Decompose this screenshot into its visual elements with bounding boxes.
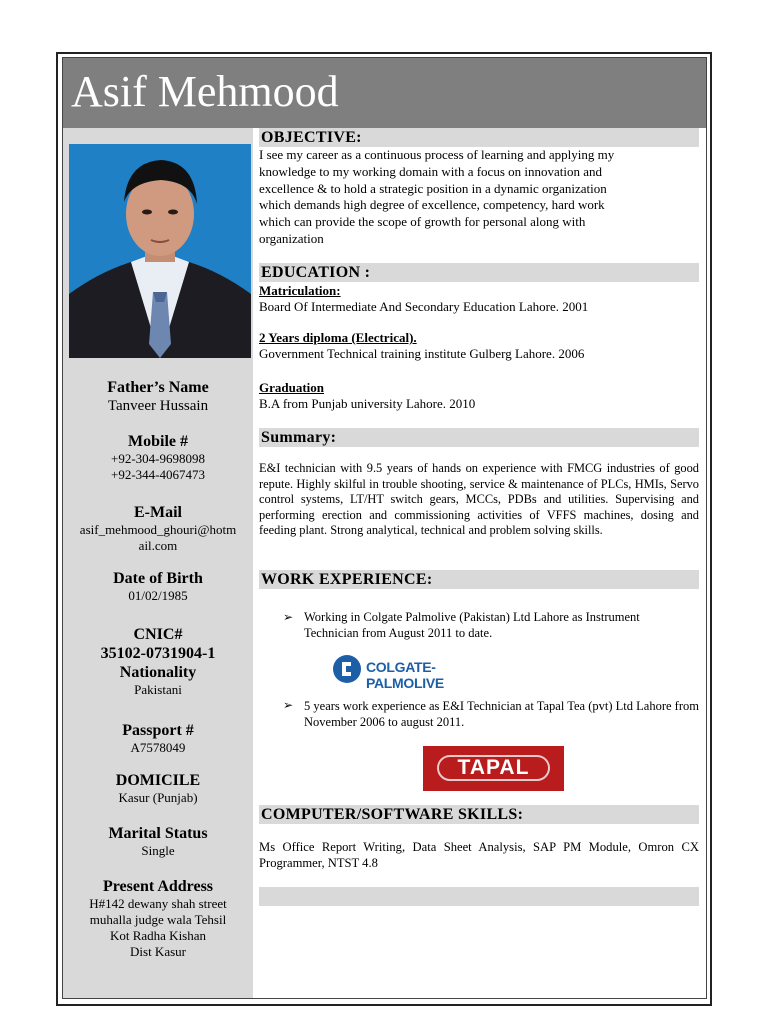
education-item	[259, 380, 699, 412]
address-line: Kot Radha Kishan	[109, 928, 207, 943]
dob-value: 01/02/1985	[128, 588, 188, 603]
empty-section-bar	[259, 887, 699, 906]
email-block	[63, 503, 253, 554]
work-item-1-line2: Technician from August 2011 to date.	[304, 626, 493, 640]
bullet-arrow-icon: ➢	[283, 610, 294, 624]
mobile-label: Mobile #	[128, 433, 188, 450]
education-title: EDUCATION :	[261, 264, 371, 281]
work-item-2: 5 years work experience as E&I Technician at Tapal Tea (pvt) Ltd Lahore from November 2006 to august 2011.	[304, 699, 699, 729]
objective-text	[259, 147, 699, 248]
email-value-line1: asif_mehmood_ghouri@hotm	[79, 522, 237, 537]
work-item-1-line1: Working in Colgate Palmolive (Pakistan) Ltd Lahore as Instrument	[304, 610, 640, 624]
tapal-logo-text: TAPAL	[457, 756, 530, 779]
objective-line: which demands high degree of excellence, competency, hard work	[259, 197, 605, 213]
cnic-value: 35102-0731904-1	[100, 645, 216, 662]
mobile-number-1: +92-304-9698098	[111, 451, 205, 466]
dob-label: Date of Birth	[113, 570, 203, 587]
domicile-value: Kasur (Punjab)	[118, 790, 198, 805]
address-block	[63, 877, 253, 960]
email-value-line2: ail.com	[138, 538, 178, 553]
father-name-label: Father’s Name	[107, 379, 209, 396]
education-detail: Board Of Intermediate And Secondary Education Lahore. 2001	[259, 299, 589, 314]
work-item-1	[304, 609, 699, 641]
cnic-label: CNIC#	[133, 626, 183, 643]
domicile-label: DOMICILE	[115, 772, 201, 789]
mobile-block	[63, 432, 253, 483]
profile-photo-illustration	[69, 144, 251, 358]
summary-text: E&I technician with 9.5 years of hands on experience with FMCG industries of good repute. Highly skilful in trouble shooting, service & maintenance of PLCs, HMIs, Servo control systems, LT/HT switch gears, MCCs, PDBs and utilities. Supervising and performing erection and commissioning activities of VFFS machines, dosing and feeding plant. Strong analytical, technical and problem solving skills.	[259, 461, 699, 538]
address-line: muhalla judge wala Tehsil	[89, 912, 227, 927]
father-name-block	[63, 378, 253, 415]
domicile-block	[63, 771, 253, 806]
candidate-name: Asif Mehmood	[71, 67, 339, 116]
education-item	[259, 283, 699, 315]
address-line: H#142 dewany shah street	[89, 896, 227, 911]
cnic-block	[63, 625, 253, 698]
education-item	[259, 330, 699, 362]
father-name-value: Tanveer Hussain	[107, 398, 209, 414]
address-label: Present Address	[102, 878, 214, 895]
marital-value: Single	[141, 843, 175, 858]
passport-value: A7578049	[130, 740, 186, 755]
education-detail: Government Technical training institute Gulberg Lahore. 2006	[259, 346, 585, 361]
colgate-palmolive-logo	[332, 654, 504, 691]
objective-line: organization	[259, 230, 324, 246]
passport-label: Passport #	[122, 722, 194, 739]
education-detail: B.A from Punjab university Lahore. 2010	[259, 396, 476, 411]
header-bar	[63, 58, 706, 128]
objective-line: which can provide the scope of growth for personal along with	[259, 214, 586, 230]
objective-title: OBJECTIVE:	[261, 129, 362, 146]
colgate-palmolive-logo-text: COLGATE-PALMOLIVE	[366, 659, 444, 691]
nationality-label: Nationality	[119, 664, 197, 681]
education-heading: Matriculation:	[259, 283, 341, 298]
passport-block	[63, 721, 253, 756]
education-heading: Graduation	[259, 380, 325, 395]
skills-title: COMPUTER/SOFTWARE SKILLS:	[261, 806, 524, 823]
bullet-arrow-icon: ➢	[283, 698, 294, 712]
education-heading: 2 Years diploma (Electrical).	[259, 330, 417, 345]
tapal-logo	[423, 746, 564, 791]
mobile-number-2: +92-344-4067473	[111, 467, 205, 482]
email-label: E-Mail	[134, 504, 182, 521]
objective-line: I see my career as a continuous process of learning and applying my	[259, 147, 615, 162]
summary-title: Summary:	[261, 429, 337, 446]
objective-line: knowledge to my working domain with a focus on innovation and	[259, 163, 603, 179]
marital-block	[63, 824, 253, 859]
address-line: Dist Kasur	[130, 944, 186, 959]
profile-photo	[69, 144, 251, 358]
dob-block	[63, 569, 253, 604]
objective-line: excellence & to hold a strategic position in a dynamic organization	[259, 180, 607, 196]
nationality-value: Pakistani	[134, 682, 182, 697]
work-title: WORK EXPERIENCE:	[261, 571, 433, 588]
skills-text: Ms Office Report Writing, Data Sheet Analysis, SAP PM Module, Omron CX Programmer, NTST 4.8	[259, 840, 699, 870]
marital-label: Marital Status	[108, 825, 208, 842]
